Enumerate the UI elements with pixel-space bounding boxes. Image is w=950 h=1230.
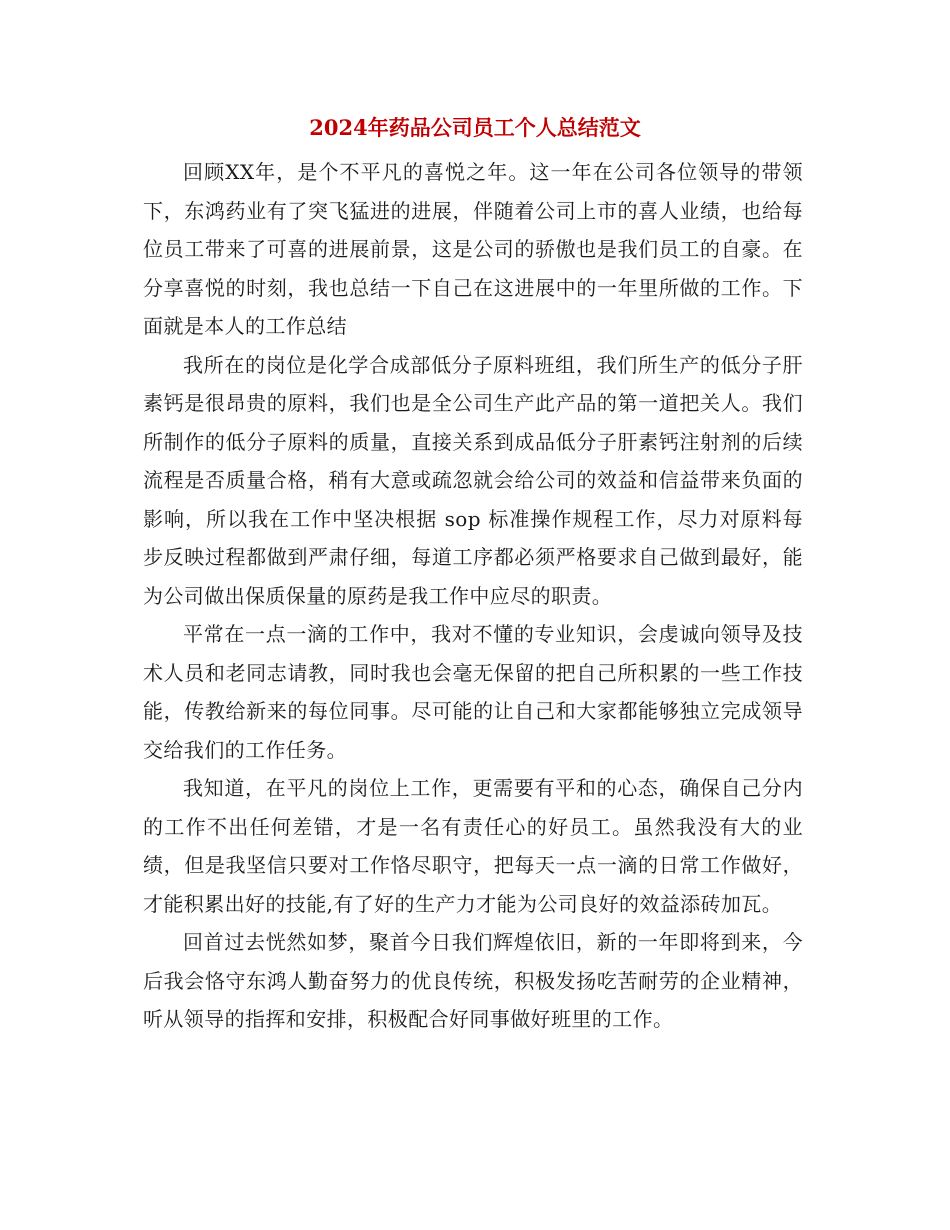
document-body: [143, 153, 803, 1039]
document-title: 2024年药品公司员工个人总结范文: [309, 115, 641, 140]
paragraph-5: 回首过去恍然如梦，聚首今日我们辉煌依旧，新的一年即将到来，今后我会恪守东鸿人勤奋努力的优良传统，积极发扬吃苦耐劳的企业精神，听从领导的指挥和安排，积极配合好同事做好班里的工作。: [143, 930, 803, 1031]
paragraph-2: 我所在的岗位是化学合成部低分子原料班组，我们所生产的低分子肝素钙是很昂贵的原料，我们也是全公司生产此产品的第一道把关人。我们所制作的低分子原料的质量，直接关系到成品低分子肝素钙注射剂的后续流程是否质量合格，稍有大意或疏忽就会给公司的效益和信益带来负面的影响，所以我在工作中坚决根据 sop 标准操作规程工作，尽力对原料每步反映过程都做到严肃仔细，每道工序都必须严格要求自己做到最好，能为公司做出保质保量的原药是我工作中应尽的职责。: [143, 352, 803, 608]
paragraph-1: 回顾XX年，是个不平凡的喜悦之年。这一年在公司各位领导的带领下，东鸿药业有了突飞猛进的进展，伴随着公司上市的喜人业绩，也给每位员工带来了可喜的进展前景，这是公司的骄傲也是我们员工的自豪。在分享喜悦的时刻，我也总结一下自己在这进展中的一年里所做的工作。下面就是本人的工作总结: [143, 160, 803, 338]
paragraph-4: 我知道，在平凡的岗位上工作，更需要有平和的心态，确保自己分内的工作不出任何差错，才是一名有责任心的好员工。虽然我没有大的业绩，但是我坚信只要对工作恪尽职守，把每天一点一滴的日常工作做好，才能积累出好的技能,有了好的生产力才能为公司良好的效益添砖加瓦。: [143, 776, 803, 916]
paragraph-3: 平常在一点一滴的工作中，我对不懂的专业知识，会虔诚向领导及技术人员和老同志请教，同时我也会毫无保留的把自己所积累的一些工作技能，传教给新来的每位同事。尽可能的让自己和大家都能够独立完成领导交给我们的工作任务。: [143, 622, 803, 762]
